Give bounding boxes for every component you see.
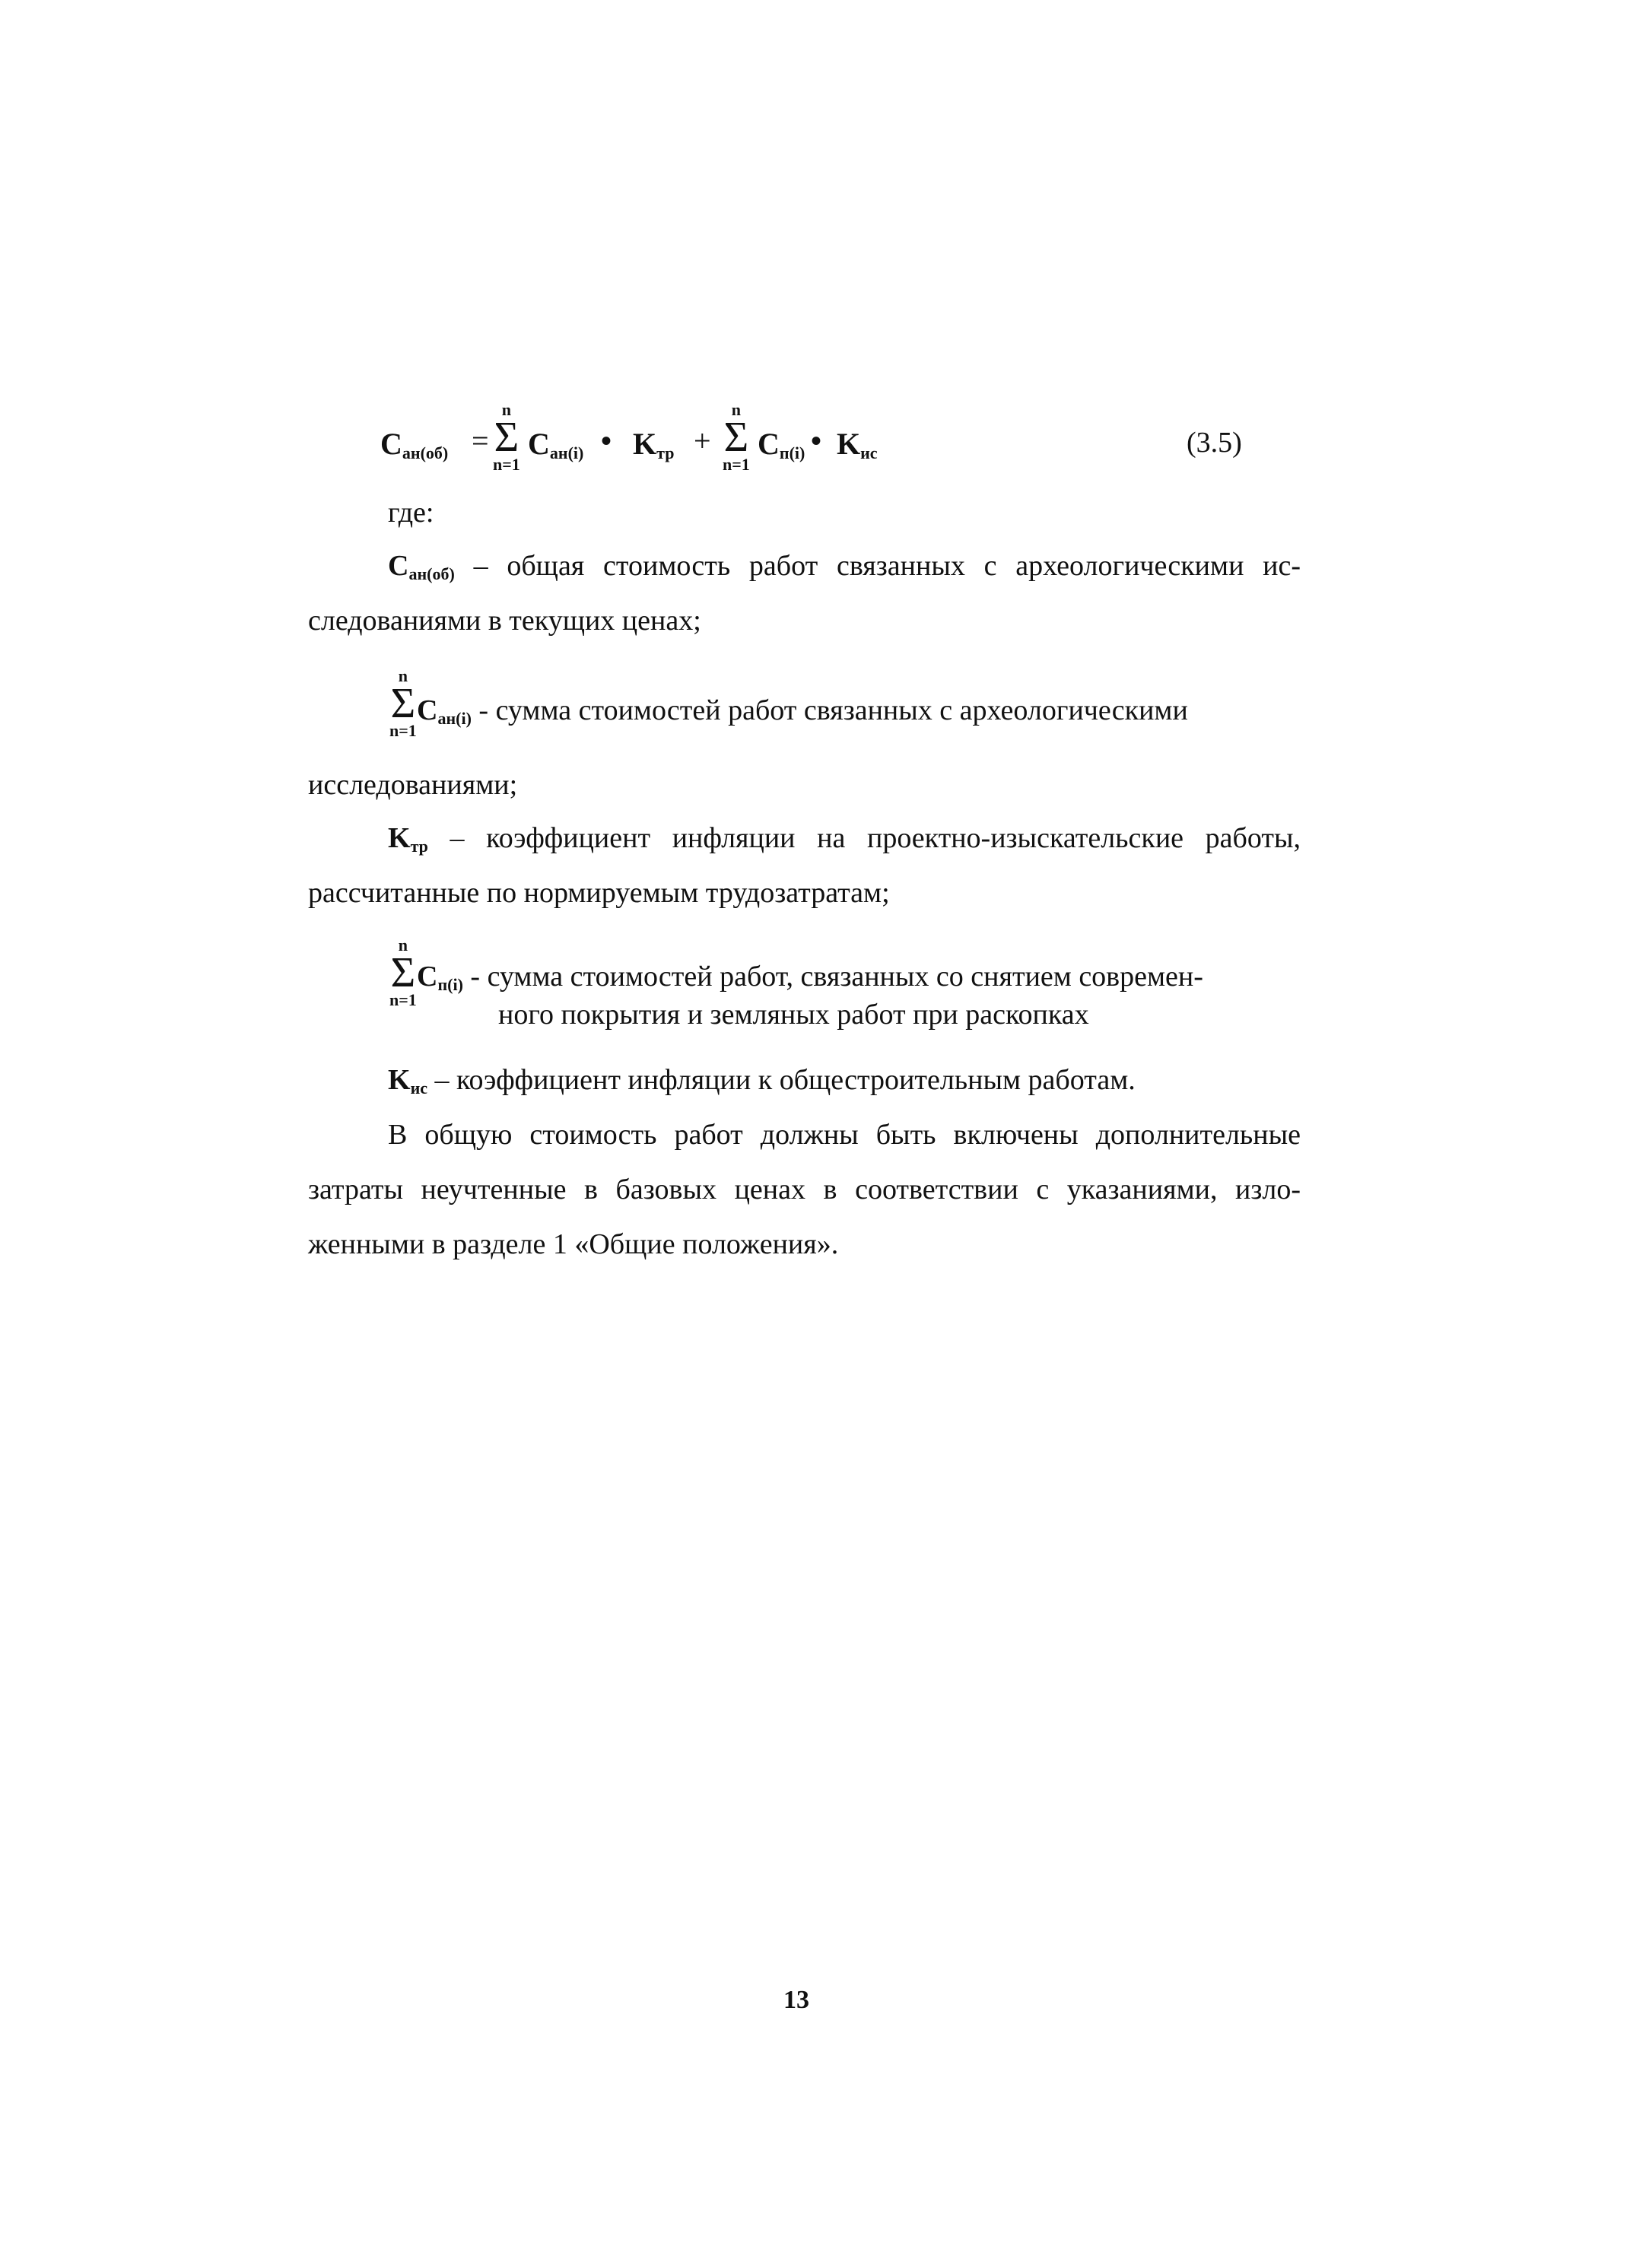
formula-sum-1: n Σ n=1	[493, 400, 520, 474]
definition-4-symbol: $C_{п(i)}$	[417, 961, 463, 994]
where-label: где:	[388, 497, 434, 529]
definition-4-line-1: $C_{п(i)}$ - сумма стоимостей работ, связанных со снятием современ-	[417, 961, 1203, 994]
formula-k1: $K_{тр}$	[633, 427, 675, 462]
paragraph-line-3: женными в разделе 1 «Общие положения».	[308, 1228, 839, 1260]
formula-equals: =	[472, 424, 489, 458]
definition-4-line-2: ного покрытия и земляных работ при раскопках	[498, 999, 1089, 1031]
formula-term2: $C_{п(i)}$	[758, 427, 805, 462]
formula-plus: +	[694, 424, 711, 458]
formula-k2: $K_{ис}$	[837, 427, 878, 462]
definition-4-sum: n Σ n=1	[389, 935, 417, 1009]
formula-lhs: $C_{ан(об)}$	[380, 427, 449, 462]
definition-3-symbol: $K_{тр}$	[388, 822, 428, 856]
formula-number: (3.5)	[1187, 427, 1242, 459]
definition-2-line-2: исследованиями;	[308, 769, 518, 801]
paragraph-line-1: В общую стоимость работ должны быть включены дополнительные	[388, 1119, 1301, 1151]
formula-dot-2: •	[811, 424, 822, 458]
definition-1-line-2: следованиями в текущих ценах;	[308, 605, 701, 637]
paragraph-line-2: затраты неучтенные в базовых ценах в соответствии с указаниями, изло-	[308, 1174, 1301, 1205]
definition-2-symbol: $C_{ан(i)}$	[417, 694, 472, 728]
definition-2-sum: n Σ n=1	[389, 666, 417, 740]
formula-term1: $C_{ан(i)}$	[528, 427, 584, 462]
definition-5: $K_{ис}$ – коэффициент инфляции к общестроительным работам.	[388, 1064, 1136, 1097]
page-number: 13	[783, 1986, 809, 2014]
definition-1-line-1: $C_{ан(об)}$ – общая стоимость работ связанных с археологическими ис-	[388, 550, 1301, 583]
definition-3-line-1: $K_{тр}$ – коэффициент инфляции на проектно-изыскательские работы,	[388, 822, 1301, 856]
formula-dot-1: •	[601, 424, 612, 458]
definition-5-symbol: $K_{ис}$	[388, 1064, 428, 1097]
definition-3-line-2: рассчитанные по нормируемым трудозатратам;	[308, 877, 890, 909]
formula-sum-2: n Σ n=1	[723, 400, 750, 474]
definition-1-symbol: $C_{ан(об)}$	[388, 550, 455, 583]
definition-2-line-1: $C_{ан(i)}$ - сумма стоимостей работ связанных с археологическими	[417, 694, 1188, 728]
